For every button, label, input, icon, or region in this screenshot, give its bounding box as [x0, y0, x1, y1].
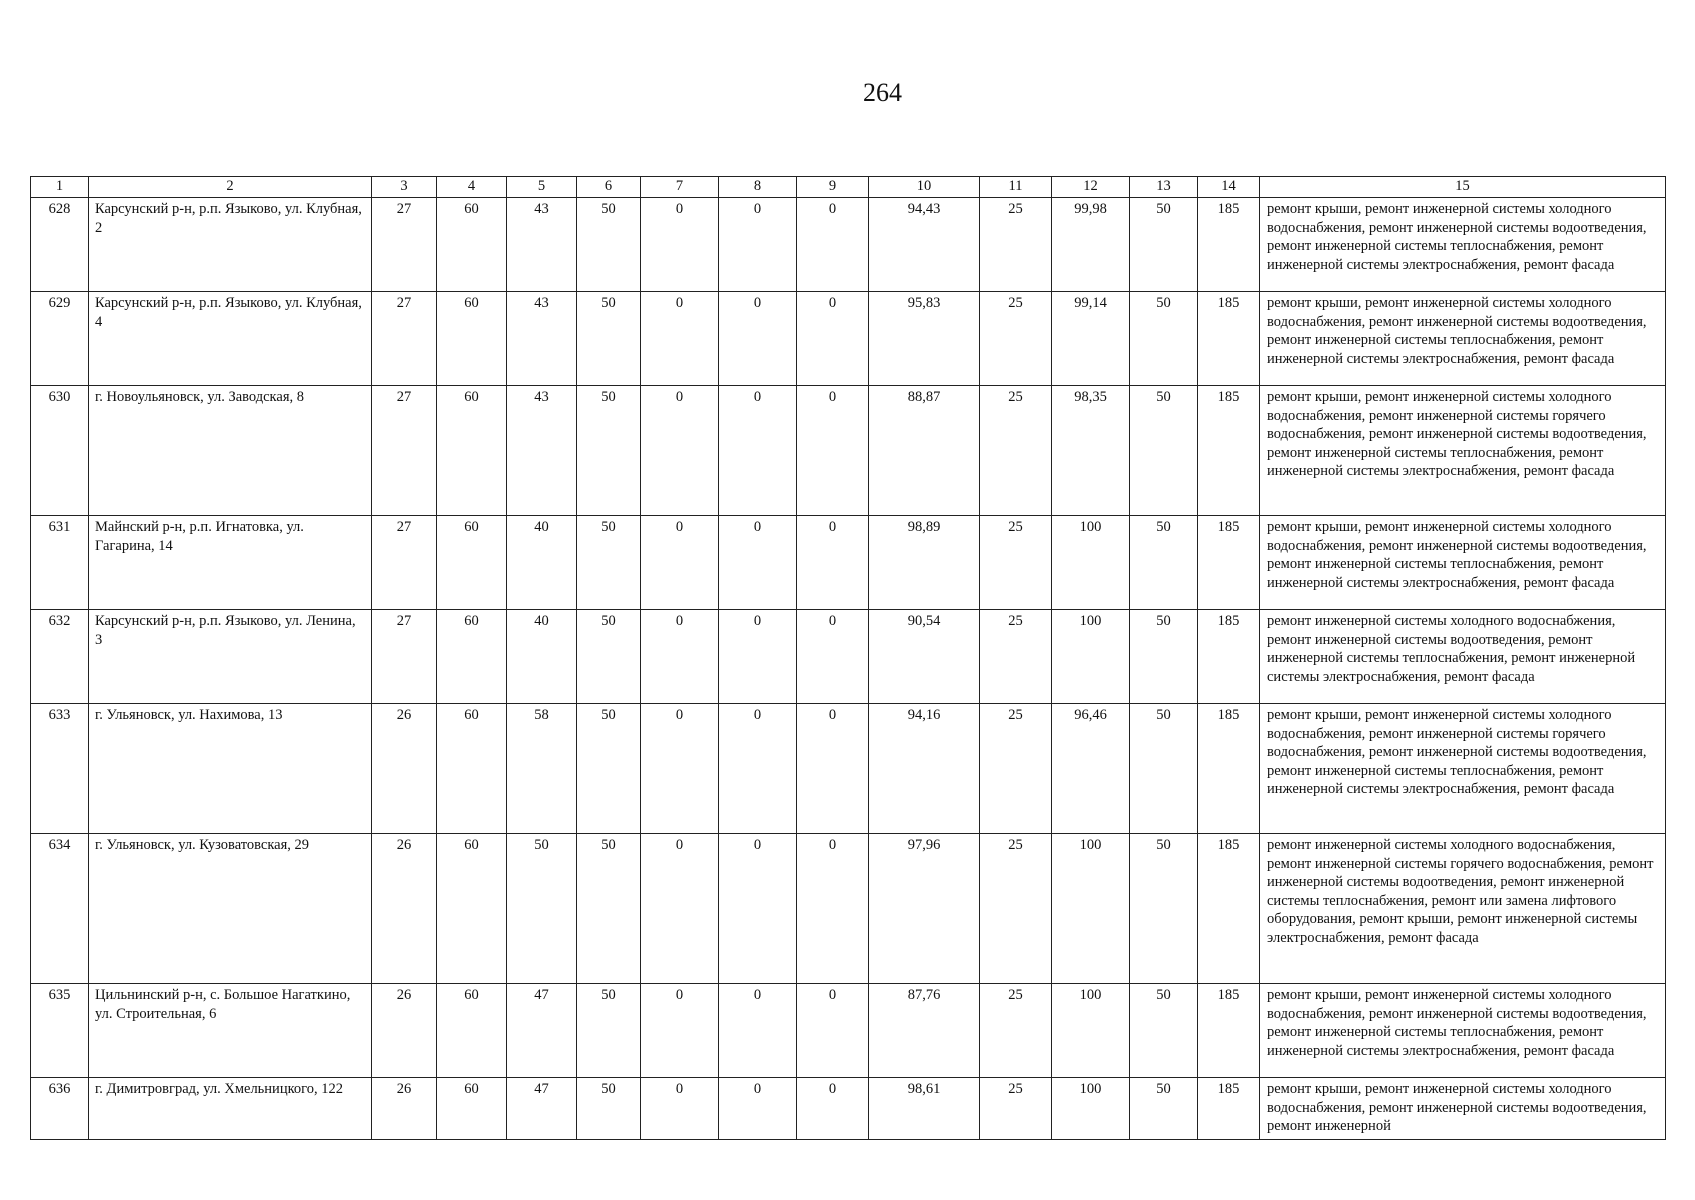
- value-cell: 0: [641, 516, 719, 610]
- column-header-15: 15: [1260, 177, 1666, 198]
- value-cell: 0: [641, 834, 719, 984]
- row-number-cell: 632: [31, 610, 89, 704]
- row-number-cell: 630: [31, 386, 89, 516]
- works-cell: ремонт крыши, ремонт инженерной системы холодного водоснабжения, ремонт инженерной системы водоотведения, ремонт инженерной системы теплоснабжения, ремонт инженерной системы электроснабжения, ремонт фасада: [1260, 516, 1666, 610]
- works-cell: ремонт инженерной системы холодного водоснабжения, ремонт инженерной системы горячего водоснабжения, ремонт инженерной системы водоотведения, ремонт инженерной системы теплоснабжения, ремонт или замена лифтового оборудования, ремонт крыши, ремонт инженерной системы электроснабжения, ремонт фасада: [1260, 834, 1666, 984]
- value-cell: 40: [507, 610, 577, 704]
- value-cell: 43: [507, 386, 577, 516]
- value-cell: 0: [797, 1078, 869, 1140]
- value-cell: 94,43: [869, 198, 980, 292]
- value-cell: 25: [980, 704, 1052, 834]
- value-cell: 0: [797, 386, 869, 516]
- value-cell: 40: [507, 516, 577, 610]
- column-header-1: 1: [31, 177, 89, 198]
- value-cell: 87,76: [869, 984, 980, 1078]
- value-cell: 0: [797, 834, 869, 984]
- value-cell: 27: [372, 292, 437, 386]
- value-cell: 50: [1130, 704, 1198, 834]
- works-cell: ремонт крыши, ремонт инженерной системы холодного водоснабжения, ремонт инженерной системы водоотведения, ремонт инженерной: [1260, 1078, 1666, 1140]
- value-cell: 185: [1198, 198, 1260, 292]
- value-cell: 100: [1052, 1078, 1130, 1140]
- works-cell: ремонт инженерной системы холодного водоснабжения, ремонт инженерной системы водоотведения, ремонт инженерной системы теплоснабжения, ремонт инженерной системы электроснабжения, ремонт фасада: [1260, 610, 1666, 704]
- value-cell: 26: [372, 984, 437, 1078]
- value-cell: 50: [1130, 1078, 1198, 1140]
- table-row: [31, 704, 1666, 834]
- value-cell: 100: [1052, 610, 1130, 704]
- table-row: [31, 834, 1666, 984]
- column-header-11: 11: [980, 177, 1052, 198]
- address-cell: Карсунский р-н, р.п. Языково, ул. Клубная, 4: [89, 292, 372, 386]
- column-header-6: 6: [577, 177, 641, 198]
- value-cell: 60: [437, 292, 507, 386]
- address-cell: Карсунский р-н, р.п. Языково, ул. Ленина, 3: [89, 610, 372, 704]
- table-row: [31, 198, 1666, 292]
- value-cell: 25: [980, 984, 1052, 1078]
- value-cell: 50: [577, 516, 641, 610]
- value-cell: 25: [980, 1078, 1052, 1140]
- value-cell: 98,61: [869, 1078, 980, 1140]
- works-cell: ремонт крыши, ремонт инженерной системы холодного водоснабжения, ремонт инженерной системы водоотведения, ремонт инженерной системы теплоснабжения, ремонт инженерной системы электроснабжения, ремонт фасада: [1260, 292, 1666, 386]
- value-cell: 47: [507, 984, 577, 1078]
- works-cell: ремонт крыши, ремонт инженерной системы холодного водоснабжения, ремонт инженерной системы водоотведения, ремонт инженерной системы теплоснабжения, ремонт инженерной системы электроснабжения, ремонт фасада: [1260, 984, 1666, 1078]
- value-cell: 100: [1052, 984, 1130, 1078]
- value-cell: 50: [1130, 610, 1198, 704]
- value-cell: 0: [719, 834, 797, 984]
- value-cell: 25: [980, 610, 1052, 704]
- value-cell: 50: [577, 834, 641, 984]
- value-cell: 0: [641, 198, 719, 292]
- address-cell: Карсунский р-н, р.п. Языково, ул. Клубная, 2: [89, 198, 372, 292]
- value-cell: 58: [507, 704, 577, 834]
- row-number-cell: 635: [31, 984, 89, 1078]
- value-cell: 0: [641, 610, 719, 704]
- column-header-4: 4: [437, 177, 507, 198]
- value-cell: 50: [1130, 984, 1198, 1078]
- value-cell: 0: [719, 198, 797, 292]
- value-cell: 95,83: [869, 292, 980, 386]
- address-cell: г. Новоульяновск, ул. Заводская, 8: [89, 386, 372, 516]
- value-cell: 50: [1130, 198, 1198, 292]
- column-header-10: 10: [869, 177, 980, 198]
- column-header-14: 14: [1198, 177, 1260, 198]
- table-row: [31, 516, 1666, 610]
- value-cell: 100: [1052, 834, 1130, 984]
- value-cell: 0: [719, 292, 797, 386]
- works-cell: ремонт крыши, ремонт инженерной системы холодного водоснабжения, ремонт инженерной системы горячего водоснабжения, ремонт инженерной системы водоотведения, ремонт инженерной системы теплоснабжения, ремонт инженерной системы электроснабжения, ремонт фасада: [1260, 386, 1666, 516]
- column-header-5: 5: [507, 177, 577, 198]
- value-cell: 0: [719, 1078, 797, 1140]
- row-number-cell: 628: [31, 198, 89, 292]
- works-cell: ремонт крыши, ремонт инженерной системы холодного водоснабжения, ремонт инженерной системы горячего водоснабжения, ремонт инженерной системы водоотведения, ремонт инженерной системы теплоснабжения, ремонт инженерной системы электроснабжения, ремонт фасада: [1260, 704, 1666, 834]
- column-header-13: 13: [1130, 177, 1198, 198]
- value-cell: 60: [437, 516, 507, 610]
- value-cell: 96,46: [1052, 704, 1130, 834]
- value-cell: 185: [1198, 292, 1260, 386]
- value-cell: 60: [437, 704, 507, 834]
- value-cell: 43: [507, 292, 577, 386]
- address-cell: Майнский р-н, р.п. Игнатовка, ул. Гагарина, 14: [89, 516, 372, 610]
- value-cell: 50: [1130, 516, 1198, 610]
- value-cell: 25: [980, 516, 1052, 610]
- value-cell: 60: [437, 984, 507, 1078]
- row-number-cell: 629: [31, 292, 89, 386]
- value-cell: 94,16: [869, 704, 980, 834]
- value-cell: 26: [372, 1078, 437, 1140]
- value-cell: 98,35: [1052, 386, 1130, 516]
- column-header-9: 9: [797, 177, 869, 198]
- value-cell: 27: [372, 516, 437, 610]
- value-cell: 185: [1198, 834, 1260, 984]
- value-cell: 50: [577, 198, 641, 292]
- value-cell: 60: [437, 610, 507, 704]
- value-cell: 50: [577, 704, 641, 834]
- value-cell: 185: [1198, 516, 1260, 610]
- value-cell: 99,98: [1052, 198, 1130, 292]
- address-cell: г. Ульяновск, ул. Нахимова, 13: [89, 704, 372, 834]
- value-cell: 88,87: [869, 386, 980, 516]
- value-cell: 27: [372, 198, 437, 292]
- table-row: [31, 386, 1666, 516]
- table-row: [31, 292, 1666, 386]
- value-cell: 60: [437, 198, 507, 292]
- column-header-3: 3: [372, 177, 437, 198]
- value-cell: 27: [372, 610, 437, 704]
- column-header-2: 2: [89, 177, 372, 198]
- value-cell: 0: [719, 516, 797, 610]
- value-cell: 50: [1130, 834, 1198, 984]
- value-cell: 50: [1130, 386, 1198, 516]
- value-cell: 0: [797, 198, 869, 292]
- table-row: [31, 984, 1666, 1078]
- value-cell: 26: [372, 834, 437, 984]
- column-header-8: 8: [719, 177, 797, 198]
- value-cell: 25: [980, 292, 1052, 386]
- value-cell: 0: [719, 386, 797, 516]
- address-cell: г. Ульяновск, ул. Кузоватовская, 29: [89, 834, 372, 984]
- value-cell: 185: [1198, 984, 1260, 1078]
- value-cell: 50: [577, 984, 641, 1078]
- value-cell: 0: [641, 704, 719, 834]
- page-number: 264: [863, 78, 902, 107]
- value-cell: 25: [980, 198, 1052, 292]
- works-cell: ремонт крыши, ремонт инженерной системы холодного водоснабжения, ремонт инженерной системы водоотведения, ремонт инженерной системы теплоснабжения, ремонт инженерной системы электроснабжения, ремонт фасада: [1260, 198, 1666, 292]
- value-cell: 97,96: [869, 834, 980, 984]
- value-cell: 47: [507, 1078, 577, 1140]
- works-table: [30, 176, 1666, 1140]
- value-cell: 0: [797, 610, 869, 704]
- value-cell: 27: [372, 386, 437, 516]
- value-cell: 100: [1052, 516, 1130, 610]
- value-cell: 50: [577, 292, 641, 386]
- value-cell: 98,89: [869, 516, 980, 610]
- value-cell: 185: [1198, 610, 1260, 704]
- value-cell: 0: [719, 704, 797, 834]
- value-cell: 50: [577, 1078, 641, 1140]
- column-number-row: [31, 177, 1666, 198]
- value-cell: 0: [719, 610, 797, 704]
- value-cell: 0: [641, 1078, 719, 1140]
- value-cell: 0: [641, 386, 719, 516]
- row-number-cell: 636: [31, 1078, 89, 1140]
- value-cell: 26: [372, 704, 437, 834]
- value-cell: 60: [437, 834, 507, 984]
- column-header-12: 12: [1052, 177, 1130, 198]
- column-header-7: 7: [641, 177, 719, 198]
- value-cell: 50: [1130, 292, 1198, 386]
- value-cell: 0: [797, 984, 869, 1078]
- value-cell: 0: [641, 984, 719, 1078]
- value-cell: 185: [1198, 386, 1260, 516]
- table-row: [31, 1078, 1666, 1140]
- value-cell: 60: [437, 386, 507, 516]
- value-cell: 50: [577, 610, 641, 704]
- value-cell: 25: [980, 834, 1052, 984]
- value-cell: 0: [797, 516, 869, 610]
- value-cell: 50: [577, 386, 641, 516]
- value-cell: 0: [797, 292, 869, 386]
- value-cell: 99,14: [1052, 292, 1130, 386]
- row-number-cell: 631: [31, 516, 89, 610]
- value-cell: 25: [980, 386, 1052, 516]
- value-cell: 60: [437, 1078, 507, 1140]
- value-cell: 0: [719, 984, 797, 1078]
- row-number-cell: 633: [31, 704, 89, 834]
- value-cell: 43: [507, 198, 577, 292]
- value-cell: 0: [797, 704, 869, 834]
- address-cell: Цильнинский р-н, с. Большое Нагаткино, ул. Строительная, 6: [89, 984, 372, 1078]
- value-cell: 50: [507, 834, 577, 984]
- value-cell: 0: [641, 292, 719, 386]
- address-cell: г. Димитровград, ул. Хмельницкого, 122: [89, 1078, 372, 1140]
- table-row: [31, 610, 1666, 704]
- value-cell: 185: [1198, 704, 1260, 834]
- row-number-cell: 634: [31, 834, 89, 984]
- value-cell: 90,54: [869, 610, 980, 704]
- value-cell: 185: [1198, 1078, 1260, 1140]
